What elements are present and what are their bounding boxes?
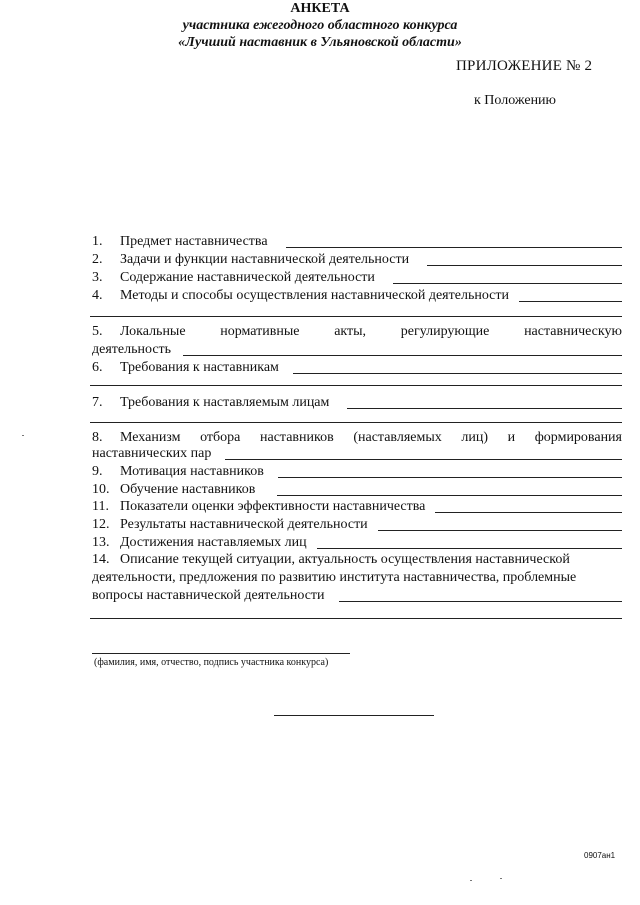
item-label-word: отбора (200, 430, 241, 445)
bottom-signature-line[interactable] (274, 715, 434, 716)
item-label-word: Механизм (120, 430, 181, 445)
document-code: 0907ан1 (584, 851, 616, 860)
item-label-word: Локальные (120, 324, 186, 339)
form-item-7 (92, 393, 622, 411)
item-label: Результаты наставнической деятельности (120, 517, 368, 532)
item-label: Методы и способы осуществления наставнической деятельности (120, 288, 509, 303)
item-label-word: нормативные (220, 324, 300, 339)
item-label: Задачи и функции наставнической деятельности (120, 252, 410, 267)
item-label: Показатели оценки эффективности наставничества (120, 499, 426, 514)
form-item-10 (92, 480, 622, 498)
item-number: 4. (92, 288, 103, 303)
appendix-number: ПРИЛОЖЕНИЕ № 2 (456, 58, 593, 74)
item-label: наставнических пар (92, 446, 212, 461)
answer-line[interactable] (393, 283, 622, 284)
form-item-14-line-3 (92, 586, 622, 604)
item-label: Обучение наставников (120, 482, 256, 497)
item-label-word: наставников (260, 430, 334, 445)
form-item-14 (92, 550, 622, 568)
answer-line[interactable] (277, 495, 622, 496)
answer-line-continued[interactable] (90, 618, 622, 619)
form-item-1 (92, 232, 622, 250)
form-item-3 (92, 268, 622, 286)
item-label-word: акты, (334, 324, 367, 339)
form-title: АНКЕТА (290, 1, 350, 16)
answer-line-continued[interactable] (90, 316, 622, 317)
item-number: 6. (92, 360, 103, 375)
scan-speck (22, 435, 24, 436)
item-label: Достижения наставляемых лиц (120, 535, 307, 550)
answer-line[interactable] (286, 247, 622, 248)
item-number: 7. (92, 395, 103, 410)
answer-line[interactable] (293, 373, 622, 374)
form-item-4 (92, 286, 622, 304)
item-label: Требования к наставникам (120, 360, 279, 375)
answer-line[interactable] (183, 355, 622, 356)
item-label-word: регулирующие (400, 324, 490, 339)
form-item-5-continued (92, 340, 622, 358)
item-label-word: и (507, 430, 516, 445)
answer-line-continued[interactable] (90, 422, 622, 423)
item-number: 12. (92, 517, 110, 532)
answer-line[interactable] (278, 477, 622, 478)
item-label: деятельности, предложения по развитию института наставничества, проблемные (92, 570, 577, 585)
answer-line-continued[interactable] (90, 385, 622, 386)
item-number: 10. (92, 482, 110, 497)
form-item-9 (92, 462, 622, 480)
form-subtitle: участника ежегодного областного конкурса (182, 18, 458, 33)
item-label: Предмет наставничества (120, 234, 268, 249)
item-number: 8. (92, 430, 103, 445)
answer-line[interactable] (347, 408, 622, 409)
form-item-12 (92, 515, 622, 533)
item-number: 13. (92, 535, 110, 550)
regulation-reference: к Положению (474, 93, 557, 108)
answer-line[interactable] (435, 512, 622, 513)
item-number: 3. (92, 270, 103, 285)
answer-line[interactable] (317, 548, 622, 549)
item-label: Мотивация наставников (120, 464, 264, 479)
form-item-13 (92, 533, 622, 551)
item-label-word: лиц) (461, 430, 488, 445)
scan-speck (470, 880, 472, 881)
answer-line[interactable] (225, 459, 622, 460)
scan-speck (500, 878, 502, 879)
signature-caption: (фамилия, имя, отчество, подпись участника конкурса) (94, 657, 329, 668)
signature-line[interactable] (92, 653, 350, 654)
item-label-word: наставническую (524, 324, 622, 339)
item-label: Содержание наставнической деятельности (120, 270, 375, 285)
answer-line[interactable] (378, 530, 622, 531)
item-number: 5. (92, 324, 103, 339)
answer-line[interactable] (519, 301, 622, 302)
item-number: 9. (92, 464, 103, 479)
form-item-11 (92, 497, 622, 515)
item-label: вопросы наставнической деятельности (92, 588, 325, 603)
contest-name: «Лучший наставник в Ульяновской области» (178, 35, 462, 50)
form-item-14-line-2 (92, 568, 622, 586)
form-item-6 (92, 358, 622, 376)
item-label: Описание текущей ситуации, актуальность осуществления наставнической (120, 552, 570, 567)
form-item-2 (92, 250, 622, 268)
form-title-block (0, 0, 640, 51)
item-number: 1. (92, 234, 103, 249)
item-number: 14. (92, 552, 110, 567)
form-item-8-continued (92, 444, 622, 462)
item-label-word: формирования (534, 430, 622, 445)
answer-line[interactable] (339, 601, 622, 602)
item-label: Требования к наставляемым лицам (120, 395, 330, 410)
form-item-5 (92, 322, 622, 340)
item-number: 11. (92, 499, 109, 514)
item-label: деятельность (92, 342, 172, 357)
answer-line[interactable] (427, 265, 622, 266)
item-label-word: (наставляемых (353, 430, 442, 445)
item-number: 2. (92, 252, 103, 267)
